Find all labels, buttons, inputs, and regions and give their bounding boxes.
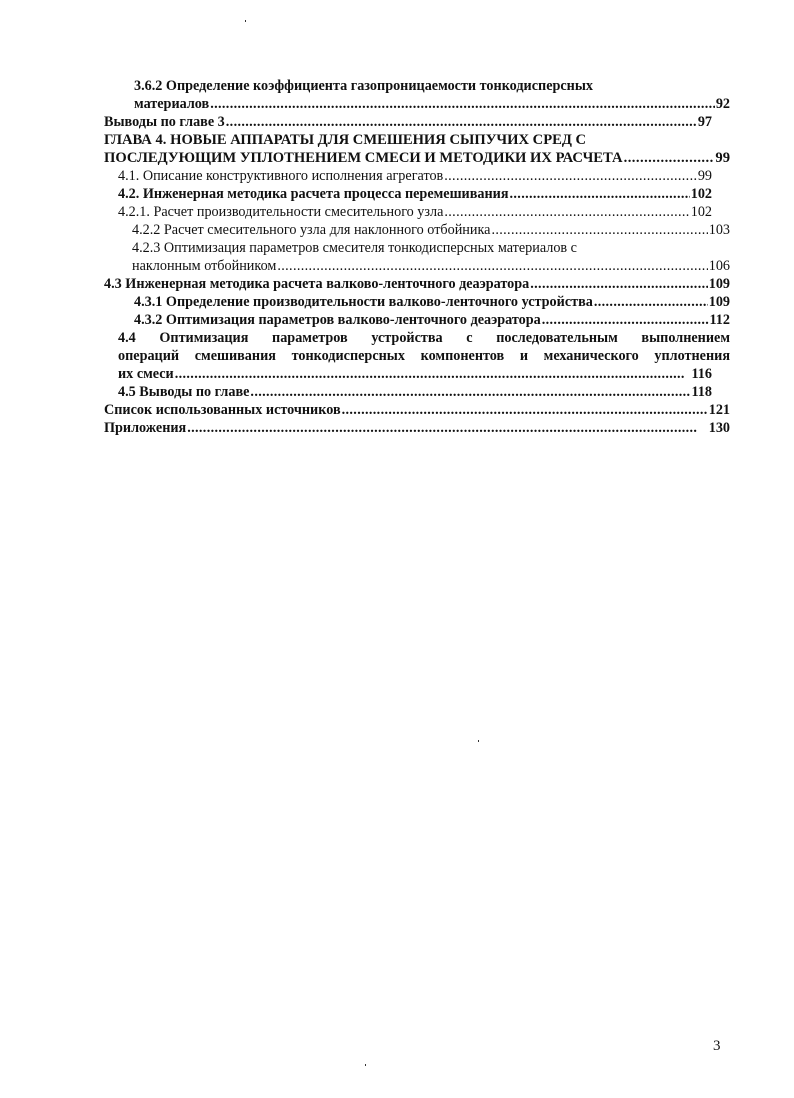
dot-leader [226, 113, 697, 131]
toc-entry-line: 4.4 Оптимизация параметров устройства с последовательным выполнением [118, 330, 730, 346]
toc-entry-title: материалов [134, 96, 210, 112]
toc-entry-4-2-3[interactable] [132, 239, 730, 275]
toc-entry-page: 116 [691, 366, 712, 382]
toc-entry-page: 92 [715, 96, 730, 112]
dot-leader [624, 149, 715, 167]
toc-entry-4-2-1[interactable] [118, 203, 730, 221]
toc-entry-title: ПОСЛЕДУЮЩИМ УПЛОТНЕНИЕМ СМЕСИ И МЕТОДИКИ ИХ РАСЧЕТА [104, 150, 623, 166]
toc-entry-title: 4.3.1 Определение производительности валково-ленточного устройства [134, 294, 593, 310]
dot-leader [444, 167, 697, 185]
toc-entry-page: 97 [697, 114, 712, 130]
toc-entry-title: 4.3 Инженерная методика расчета валково-ленточного деаэратора [104, 276, 530, 292]
toc-entry-3-6-2[interactable] [134, 77, 730, 113]
toc-entry-title: Список использованных источников [104, 402, 341, 418]
toc-entry-4-3-2[interactable] [134, 311, 730, 329]
toc-entry-line: ГЛАВА 4. НОВЫЕ АППАРАТЫ ДЛЯ СМЕШЕНИЯ СЫПУЧИХ СРЕД С [104, 132, 587, 148]
toc-entry-title: 4.2. Инженерная методика расчета процесса перемешивания [118, 186, 509, 202]
toc-entry-4-3-1[interactable] [134, 293, 730, 311]
toc-entry-chapter-4[interactable] [104, 131, 730, 167]
dot-leader [594, 293, 708, 311]
toc-entry-conclusions-ch3[interactable] [104, 113, 730, 131]
toc-entry-page: 109 [708, 294, 730, 310]
dot-leader [444, 203, 689, 221]
toc-entry-line: операций смешивания тонкодисперсных компонентов и механического уплотнения [118, 348, 730, 364]
toc-entry-title: их смеси [118, 366, 174, 382]
toc-entry-title: 4.2.1. Расчет производительности смесительного узла [118, 204, 444, 220]
toc-entry-title: 4.5 Выводы по главе [118, 384, 250, 400]
toc-entry-title: 4.2.2 Расчет смесительного узла для наклонного отбойника [132, 222, 491, 238]
dot-leader [175, 365, 691, 383]
toc-entry-page: 112 [709, 312, 730, 328]
toc-entry-title: 4.1. Описание конструктивного исполнения агрегатов [118, 168, 444, 184]
dot-leader [530, 275, 707, 293]
toc-entry-page: 103 [708, 222, 730, 238]
dot-leader [250, 383, 690, 401]
toc-entry-title: Приложения [104, 420, 187, 436]
page-number: 3 [713, 1038, 721, 1054]
toc-entry-title: наклонным отбойником [132, 258, 277, 274]
dot-leader [510, 185, 690, 203]
dot-leader [277, 257, 707, 275]
toc-entry-title: 4.3.2 Оптимизация параметров валково-ленточного деаэратора [134, 312, 541, 328]
toc-entry-page: 102 [690, 186, 712, 202]
toc-entry-line: 3.6.2 Определение коэффициента газопроницаемости тонкодисперсных [134, 78, 594, 94]
toc-entry-4-1[interactable] [118, 167, 730, 185]
toc-entry-4-2[interactable] [118, 185, 730, 203]
dot-leader [491, 221, 707, 239]
scan-speck [365, 1064, 366, 1066]
dot-leader [210, 95, 715, 113]
dot-leader [187, 419, 707, 437]
toc-entry-page: 109 [708, 276, 730, 292]
dot-leader [342, 401, 708, 419]
scan-speck [245, 20, 246, 22]
toc-entry-4-5[interactable] [118, 383, 730, 401]
toc-entry-references[interactable] [104, 401, 730, 419]
toc-entry-page: 121 [708, 402, 730, 418]
toc-entry-appendices[interactable] [104, 419, 730, 437]
toc-entry-page: 99 [697, 168, 712, 184]
toc-entry-title: Выводы по главе 3 [104, 114, 225, 130]
scan-speck [478, 740, 479, 742]
dot-leader [542, 311, 709, 329]
toc-entry-4-4[interactable] [118, 329, 730, 383]
toc-entry-page: 99 [715, 150, 730, 166]
table-of-contents [104, 77, 730, 437]
toc-entry-page: 130 [708, 420, 730, 436]
toc-entry-page: 102 [690, 204, 712, 220]
toc-entry-page: 106 [708, 258, 730, 274]
toc-entry-4-3[interactable] [104, 275, 730, 293]
toc-entry-page: 118 [691, 384, 712, 400]
toc-entry-4-2-2[interactable] [132, 221, 730, 239]
toc-entry-line: 4.2.3 Оптимизация параметров смесителя тонкодисперсных материалов с [132, 240, 577, 256]
